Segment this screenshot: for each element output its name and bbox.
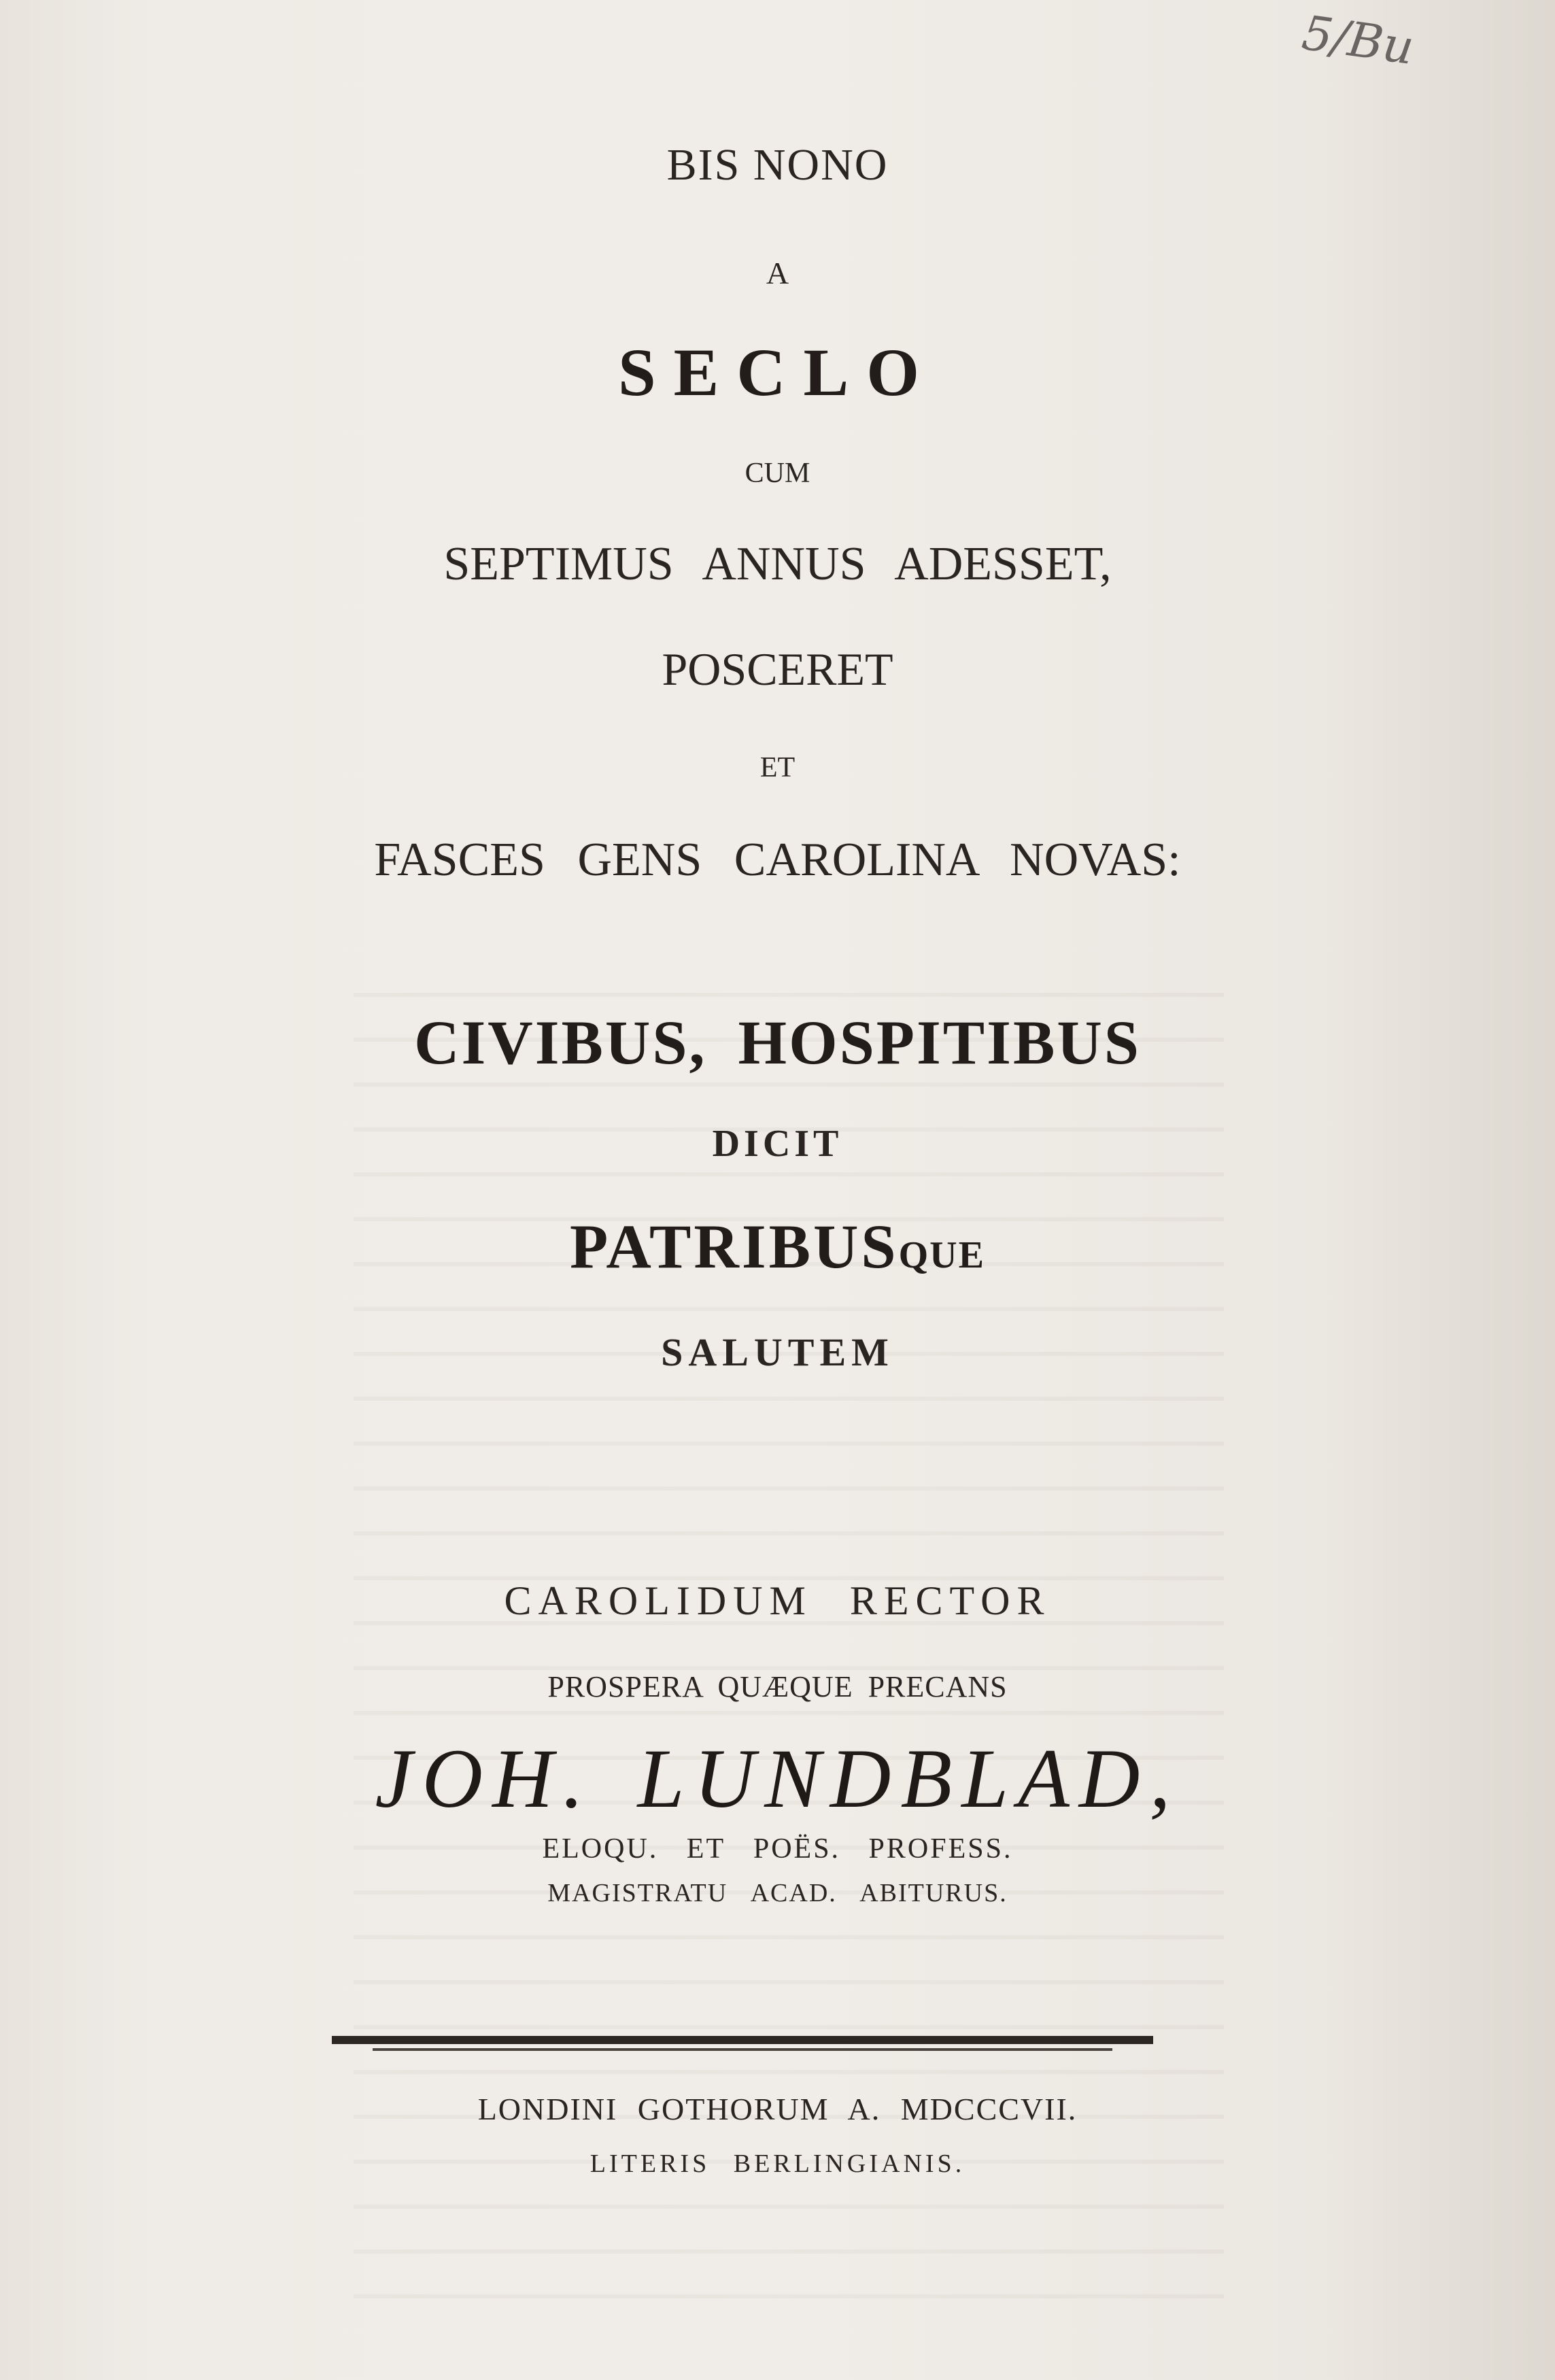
signature-line-rector: CAROLIDUM RECTOR [504,1578,1051,1623]
address-line-patribusque [0,1210,1555,1282]
title-line-seclo: SECLO [617,335,937,410]
signature-line-precans: PROSPERA QUÆQUE PRECANS [547,1670,1008,1703]
title-line-posceret: POSCERET [662,643,893,695]
imprint-line-londini: LONDINI GOTHORUM A. MDCCCVII. [477,2092,1078,2126]
title-line-bis-nono: BIS NONO [666,140,889,190]
signature-name: JOH. LUNDBLAD, [375,1732,1180,1825]
address-line-salutem: SALUTEM [661,1330,894,1374]
signature-title-abiturus: MAGISTRATU ACAD. ABITURUS. [547,1879,1008,1907]
patribus-main: PATRIBUS [570,1212,899,1281]
patribus-suffix: QUE [898,1234,985,1276]
title-line-septimus: SEPTIMUS ANNUS ADESSET, [443,538,1112,590]
handwritten-shelfmark: 5/Bu [1299,4,1418,76]
title-line-et: ET [759,752,796,783]
horizontal-rule [332,2032,1153,2059]
title-line-fasces: FASCES GENS CAROLINA NOVAS: [374,834,1181,886]
address-line-dicit: DICIT [712,1123,843,1165]
signature-title-professor: ELOQU. ET POËS. PROFESS. [542,1833,1013,1865]
address-line-civibus: CIVIBUS, HOSPITIBUS [414,1008,1141,1077]
title-line-cum: CUM [745,458,810,489]
imprint-line-literis: LITERIS BERLINGIANIS. [589,2149,966,2178]
title-line-a: A [766,256,789,290]
